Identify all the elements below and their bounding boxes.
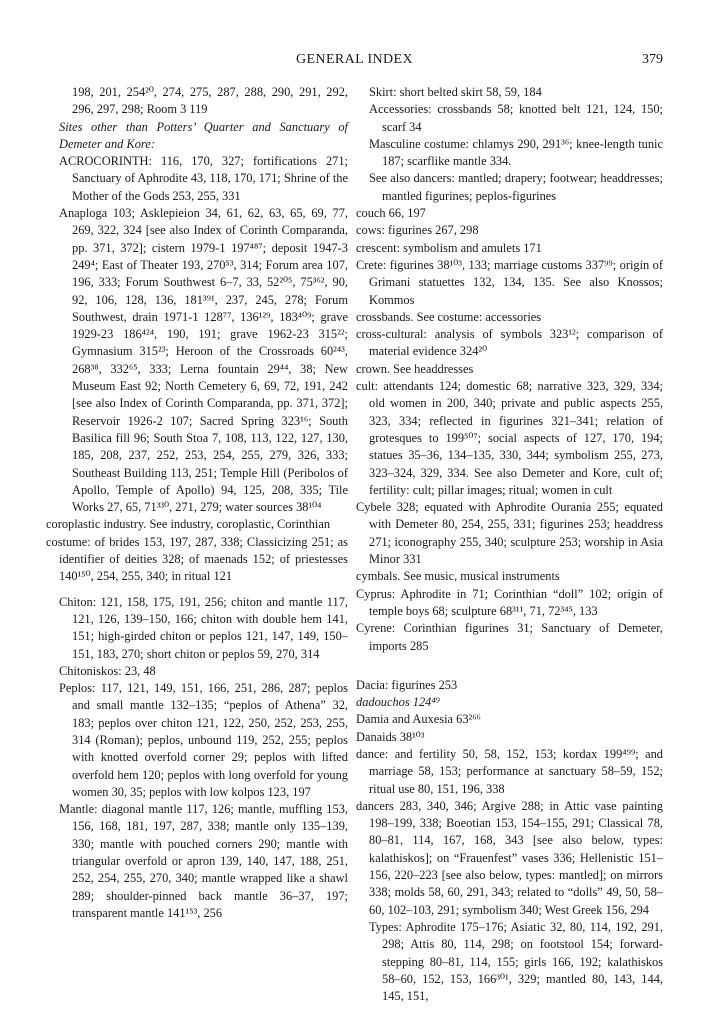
index-entry: couch 66, 197: [356, 206, 426, 221]
index-entry: dance: and fertility 50, 58, 152, 153; kordax 199⁴⁹⁹; and marriage 58, 153; performance at sanctuary 58–59, 152; ritual use 80, 151, 196, 338: [356, 746, 663, 796]
page-header: [46, 52, 663, 72]
index-entry: See also dancers: mantled; drapery; footwear; headdresses; mantled figurines; peplos-figurines: [369, 171, 663, 203]
right-column: [356, 84, 663, 1005]
index-subheading: Sites other than Potters’ Quarter and Sanctuary of Demeter and Kore:: [59, 119, 348, 151]
index-entry: crescent: symbolism and amulets 171: [356, 240, 542, 255]
running-head: GENERAL INDEX: [295, 52, 414, 67]
index-entry: Anaploga 103; Asklepieion 34, 61, 62, 63, 65, 69, 77, 269, 322, 324 [see also Index of Corinth Comparanda, pp. 371, 372]; cistern 1979-1 197⁴⁸⁷; deposit 1947-3 249⁴; East of Theater 193, 270⁵³, 314; Forum area 107, 196, 333; Forum Southwest 6–7, 33, 52²⁰⁵, 75³⁶², 90, 92, 106, 128, 136, 181³⁹¹, 237, 245, 278; Forum Southwest, drain 1971-1 128⁷⁷, 136¹²⁹, 183⁴⁰⁹; grave 1929-23 186⁴²⁴, 190, 191; grave 1962-23 315²²; Gymnasium 315²³; Heroon of the Crossroads 60²⁴³, 268³⁸, 332⁶⁵, 333; Lerna fountain 29⁴⁴, 38; New Museum East 92; North Cemetery 6, 69, 72, 191, 242 [see also Index of Corinth Comparanda, pp. 371, 372]; Reservoir 1926-2 107; Sacred Spring 323¹⁶; South Basilica fill 96; South Stoa 7, 108, 113, 122, 127, 130, 185, 208, 237, 252, 253, 254, 255, 279, 326, 333; Southeast Building 113, 251; Temple Hill (Peribolos of Apollo, Temple of Apollo) 94, 125, 208, 335; Tile Works 27, 65, 71³³⁰, 271, 279; water sources 38¹⁰⁴: [59, 206, 348, 515]
letter-section-spacer: [356, 655, 663, 677]
index-entry: Danaids 38¹⁰³: [356, 729, 425, 744]
page-number: 379: [642, 52, 663, 67]
index-entry: Cybele 328; equated with Aphrodite Ourania 255; equated with Demeter 80, 254, 255, 331; figurines 253; headdress 271; iconography 255, 340; sculpture 253; worship in Asia Minor 331: [356, 500, 663, 567]
index-entry: cymbals. See music, musical instruments: [356, 569, 560, 584]
index-entry: Chitoniskos: 23, 48: [59, 663, 156, 678]
left-column: [46, 84, 348, 922]
index-entry: costume: of brides 153, 197, 287, 338; Classicizing 251; as identifier of deities 328; of maenads 152; of priestesses 140¹⁵⁰, 254, 255, 340; in ritual 121: [46, 534, 348, 584]
index-entry: Damia and Auxesia 63²⁶⁶: [356, 712, 481, 727]
index-entry: Masculine costume: chlamys 290, 291³⁶; knee-length tunic 187; scarflike mantle 334.: [369, 136, 663, 169]
index-entry: crown. See headdresses: [356, 361, 474, 376]
index-entry: Crete: figurines 38¹⁰³, 133; marriage customs 337⁹⁹; origin of Grimani statuettes 132, 134, 135. See also Knossos; Kommos: [356, 257, 663, 307]
index-entry: Mantle: diagonal mantle 117, 126; mantle, muffling 153, 156, 168, 181, 197, 287, 338; mantle only 135–139, 330; mantle with pouched corners 290; mantle with triangular overfold or apron 139, 140, 147, 188, 251, 252, 254, 255, 270, 340; mantle wrapped like a shawl 289; shoulder-pinned back mantle 36–37, 197; transparent mantle 141¹⁵³, 256: [59, 802, 348, 920]
index-entry: Dacia: figurines 253: [356, 677, 458, 692]
index-entry: coroplastic industry. See industry, coroplastic, Corinthian: [46, 517, 331, 532]
index-entry: Skirt: short belted skirt 58, 59, 184: [369, 85, 542, 99]
index-entry: cross-cultural: analysis of symbols 323¹²; comparison of material evidence 324²⁰: [356, 327, 663, 359]
index-entry: Accessories: crossbands 58; knotted belt 121, 124, 150; scarf 34: [369, 102, 663, 134]
spacer: [46, 586, 348, 594]
index-entry: dadouchos 124⁴⁹: [356, 695, 440, 710]
index-entry: Types: Aphrodite 175–176; Asiatic 32, 80, 114, 192, 291, 298; Attis 80, 114, 298; on footstool 154; forward-stepping 80–81, 114, 155; girls 166, 192; kalathiskos 58–60, 152, 153, 166³⁰¹, 329; mantled 80, 143, 144, 145, 151,: [369, 919, 663, 1004]
index-entry: cult: attendants 124; domestic 68; narrative 323, 329, 334; old women in 200, 340; private and public aspects 255, 323, 334; reflected in figurines 321–341; relation of grotesques to 199⁵⁰⁷; social aspects of 127, 170, 194; statues 35–36, 134–135, 330, 344; symbolism 255, 273, 323–324, 329, 334. See also Demeter and Kore, cult of; fertility: cult; pillar images; ritual; women in cult: [356, 379, 663, 497]
index-entry: ACROCORINTH: 116, 170, 327; fortifications 271; Sanctuary of Aphrodite 43, 118, 170, 171; Shrine of the Mother of the Gods 253, 255, 331: [59, 154, 348, 203]
index-entry: 198, 201, 254²⁰, 274, 275, 287, 288, 290, 291, 292, 296, 297, 298; Room 3 119: [72, 85, 348, 117]
index-entry: Cyrene: Corinthian figurines 31; Sanctuary of Demeter, imports 285: [356, 621, 663, 653]
index-entry: Cyprus: Aphrodite in 71; Corinthian “doll” 102; origin of temple boys 68; sculpture 68³¹¹, 71, 72³⁴⁵, 133: [356, 586, 663, 618]
index-entry: cows: figurines 267, 298: [356, 223, 479, 238]
index-entry: crossbands. See costume: accessories: [356, 309, 542, 324]
index-entry: Peplos: 117, 121, 149, 151, 166, 251, 286, 287; peplos and small mantle 132–135; “peplos of Athena” 32, 183; peplos over chiton 121, 122, 250, 252, 253, 255, 314 (Roman); peplos, unbound 119, 252, 255; peplos with knotted overfold corner 29; peplos with lifted overfold hem 120; peplos with long overfold for young women 30, 35; peplos with low kolpos 123, 197: [59, 681, 348, 799]
index-entry: Chiton: 121, 158, 175, 191, 256; chiton and mantle 117, 121, 126, 139–150, 166; chiton with double hem 141, 151; high-girded chiton or peplos 121, 147, 149, 150–151, 183, 270; short chiton or peplos 59, 270, 314: [59, 594, 348, 661]
index-entry: dancers 283, 340, 346; Argive 288; in Attic vase painting 198–199, 338; Boeotian 153, 154–155, 291; Classical 78, 80–81, 114, 167, 168, 343 [see also below, types: kalathiskos]; on “Frauenfest” vases 336; Hellenistic 151–156, 220–223 [see also below, types: mantled]; on mirrors 338; molds 58, 60, 291, 343; related to “dolls” 49, 50, 58–60, 102–103, 291; symbolism 340; West Greek 156, 294: [356, 798, 663, 917]
